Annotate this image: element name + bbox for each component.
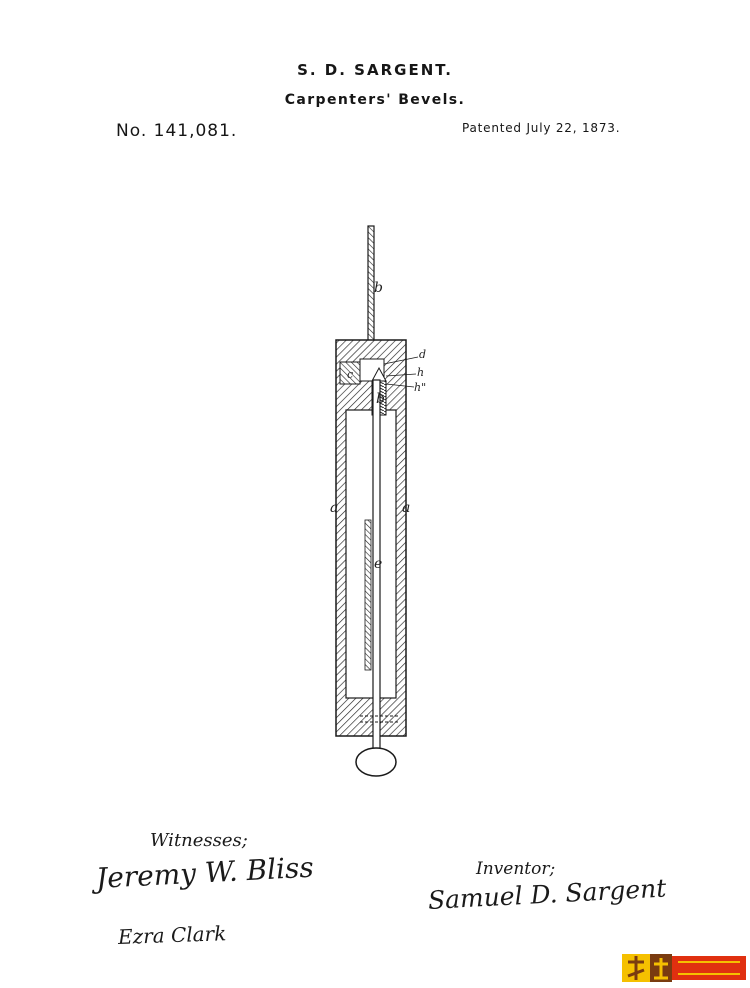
witnesses-label: Witnesses; (150, 830, 248, 851)
label-stock-left: a (330, 500, 339, 516)
inventor-label: Inventor; (476, 859, 556, 879)
watermark-logo (620, 950, 748, 984)
label-set-screw: d (419, 348, 427, 361)
patent-number: No. 141,081. (116, 121, 238, 141)
label-spring-b: b (376, 391, 385, 407)
invention-title: Carpenters' Bevels. (284, 92, 466, 108)
label-plate-c: c (347, 368, 354, 381)
label-rod: e (374, 556, 383, 572)
label-catch-h-double: h" (414, 381, 427, 394)
label-catch-h: h (417, 366, 425, 379)
knob (356, 748, 396, 776)
inventor-signature: Samuel D. Sargent (427, 873, 667, 915)
witness-signature-2: Ezra Clark (117, 921, 227, 949)
witness-signature-1: Jeremy W. Bliss (95, 850, 315, 895)
inventor-name-heading: S. D. SARGENT. (297, 61, 453, 79)
label-stock-right: a (402, 500, 411, 516)
label-blade: b (374, 280, 383, 296)
patent-date: Patented July 22, 1873. (462, 121, 621, 135)
rod-inner-hatch (365, 520, 371, 670)
